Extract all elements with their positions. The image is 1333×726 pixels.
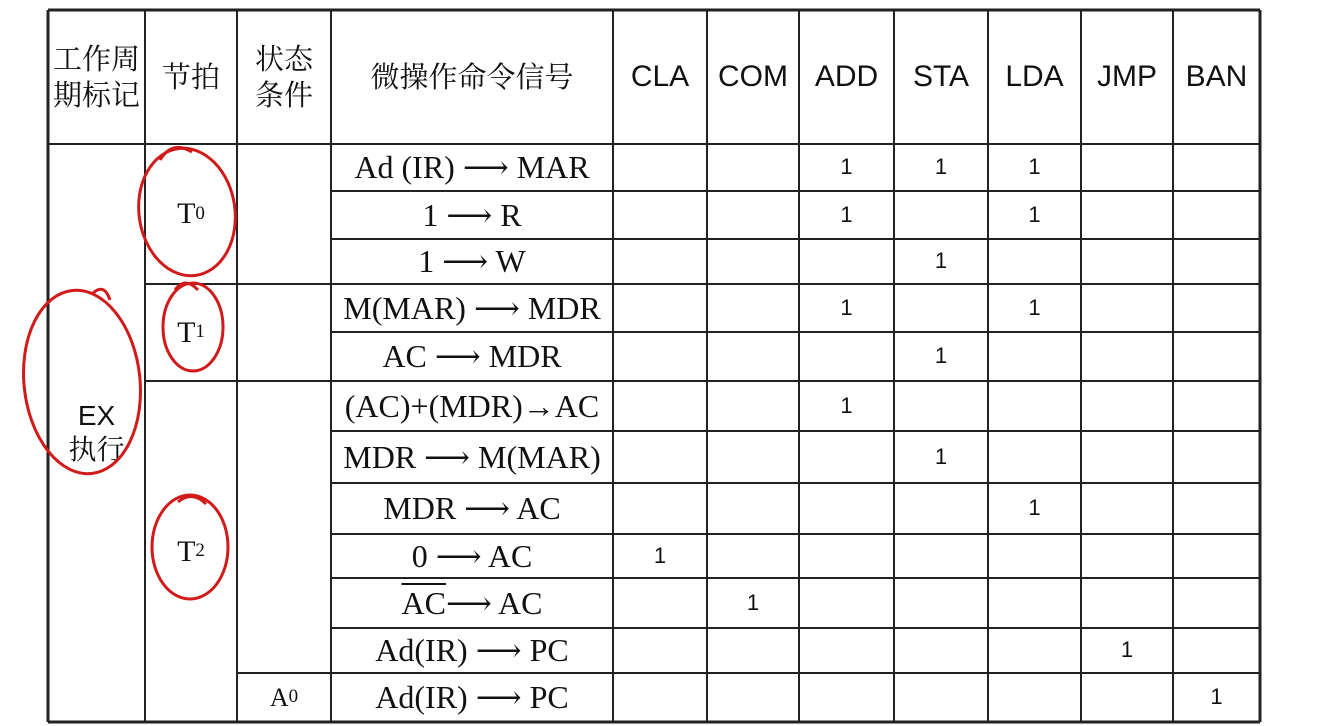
instruction-mark bbox=[613, 144, 707, 191]
phase-label bbox=[48, 144, 145, 722]
instruction-mark bbox=[613, 381, 707, 431]
instruction-mark bbox=[894, 284, 988, 332]
microop-text: Ad(IR) ⟶ PC bbox=[375, 679, 569, 716]
instruction-mark bbox=[988, 578, 1081, 628]
instruction-mark bbox=[988, 191, 1081, 239]
instruction-mark bbox=[1081, 534, 1173, 578]
instruction-mark bbox=[894, 431, 988, 483]
instruction-mark bbox=[613, 628, 707, 673]
instruction-mark bbox=[799, 381, 894, 431]
header-instruction-text: LDA bbox=[1005, 60, 1064, 93]
header-phase-text: 工作周期标记 bbox=[52, 41, 140, 112]
header-instruction-text: STA bbox=[912, 60, 970, 93]
beat-label bbox=[145, 284, 237, 381]
instruction-mark bbox=[894, 578, 988, 628]
microop-signal bbox=[331, 332, 613, 381]
instruction-mark bbox=[799, 483, 894, 534]
header-instruction-text: JMP bbox=[1097, 60, 1157, 93]
mark-value: 1 bbox=[746, 589, 760, 615]
instruction-mark bbox=[1081, 332, 1173, 381]
instruction-mark bbox=[613, 483, 707, 534]
instruction-mark bbox=[1173, 534, 1260, 578]
header-instruction bbox=[894, 10, 988, 144]
microop-signal bbox=[331, 239, 613, 284]
instruction-mark bbox=[988, 673, 1081, 722]
mark-value: 1 bbox=[1028, 495, 1041, 521]
mark-value: 1 bbox=[934, 154, 948, 180]
instruction-mark bbox=[1081, 483, 1173, 534]
microop-signal bbox=[331, 628, 613, 673]
header-phase-label bbox=[52, 10, 141, 144]
instruction-mark bbox=[1173, 239, 1260, 284]
instruction-mark bbox=[1081, 578, 1173, 628]
microop-text: AC ⟶ MDR bbox=[382, 338, 562, 375]
mark-value: 1 bbox=[653, 542, 667, 568]
header-instruction bbox=[613, 10, 707, 144]
instruction-mark bbox=[707, 191, 799, 239]
condition-subscript: 0 bbox=[288, 686, 299, 708]
header-instruction-text: COM bbox=[718, 60, 788, 93]
instruction-mark bbox=[799, 673, 894, 722]
instruction-mark bbox=[707, 628, 799, 673]
phase-code: EX bbox=[77, 400, 116, 432]
overline-operand: $\overline{AC}$ bbox=[401, 584, 446, 621]
mark-value: 1 bbox=[934, 343, 948, 369]
microop-text: Ad(IR) ⟶ PC bbox=[375, 632, 569, 669]
mark-value: 1 bbox=[1120, 637, 1134, 663]
microop-signal bbox=[331, 483, 613, 534]
instruction-mark bbox=[707, 284, 799, 332]
instruction-mark bbox=[1081, 144, 1173, 191]
microop-signal bbox=[331, 578, 613, 628]
instruction-mark bbox=[613, 578, 707, 628]
beat-label bbox=[145, 144, 237, 284]
header-instruction bbox=[707, 10, 799, 144]
instruction-mark bbox=[707, 381, 799, 431]
microop-signal bbox=[331, 431, 613, 483]
instruction-mark bbox=[988, 144, 1081, 191]
instruction-mark bbox=[1173, 578, 1260, 628]
instruction-mark bbox=[1081, 673, 1173, 722]
instruction-mark bbox=[799, 578, 894, 628]
beat-subscript: 0 bbox=[195, 202, 205, 224]
microop-text: M(MAR) ⟶ MDR bbox=[343, 289, 601, 326]
instruction-mark bbox=[799, 534, 894, 578]
instruction-mark bbox=[988, 239, 1081, 284]
phase-name: 执行 bbox=[68, 433, 125, 466]
microop-text: ⟶ AC bbox=[445, 584, 543, 621]
instruction-mark bbox=[1081, 381, 1173, 431]
header-beat-label bbox=[145, 10, 237, 144]
instruction-mark bbox=[988, 332, 1081, 381]
instruction-mark bbox=[613, 431, 707, 483]
instruction-mark bbox=[707, 534, 799, 578]
instruction-mark bbox=[613, 239, 707, 284]
microop-signal bbox=[331, 381, 613, 431]
instruction-mark bbox=[1173, 284, 1260, 332]
instruction-mark bbox=[988, 284, 1081, 332]
header-instruction-text: ADD bbox=[814, 60, 879, 93]
mark-value: 1 bbox=[1210, 684, 1223, 710]
beat-label bbox=[145, 381, 237, 722]
mark-value: 1 bbox=[840, 154, 853, 180]
mark-value: 1 bbox=[840, 294, 853, 320]
instruction-mark bbox=[988, 483, 1081, 534]
instruction-mark bbox=[707, 332, 799, 381]
instruction-mark bbox=[613, 332, 707, 381]
header-condition-label bbox=[247, 10, 321, 144]
header-signal-label bbox=[331, 10, 613, 144]
microop-text: Ad (IR) ⟶ MAR bbox=[354, 149, 590, 186]
microop-text: 0 ⟶ AC bbox=[411, 537, 533, 574]
instruction-mark bbox=[894, 381, 988, 431]
instruction-mark bbox=[707, 673, 799, 722]
instruction-mark bbox=[988, 628, 1081, 673]
instruction-mark bbox=[707, 239, 799, 284]
beat-base: T bbox=[177, 315, 196, 349]
instruction-mark bbox=[988, 381, 1081, 431]
beat-base: T bbox=[177, 197, 196, 230]
microop-signal bbox=[331, 673, 613, 722]
header-beat-text: 节拍 bbox=[161, 59, 220, 94]
instruction-mark bbox=[894, 191, 988, 239]
mark-value: 1 bbox=[1028, 294, 1041, 320]
header-instruction bbox=[1081, 10, 1173, 144]
instruction-mark bbox=[799, 144, 894, 191]
beat-base: T bbox=[177, 534, 196, 568]
header-instruction bbox=[1173, 10, 1260, 144]
microop-signal bbox=[331, 284, 613, 332]
mark-value: 1 bbox=[840, 201, 853, 227]
mark-value: 1 bbox=[934, 248, 948, 274]
header-instruction bbox=[988, 10, 1081, 144]
microop-text: 1 ⟶ W bbox=[418, 243, 526, 280]
header-signal-text: 微操作命令信号 bbox=[370, 59, 574, 94]
instruction-mark bbox=[894, 144, 988, 191]
header-instruction-text: CLA bbox=[630, 60, 690, 93]
instruction-mark bbox=[613, 284, 707, 332]
instruction-mark bbox=[799, 284, 894, 332]
instruction-mark bbox=[1081, 284, 1173, 332]
instruction-mark bbox=[1173, 144, 1260, 191]
microop-signal bbox=[331, 144, 613, 191]
instruction-mark bbox=[799, 628, 894, 673]
instruction-mark bbox=[1081, 191, 1173, 239]
condition-label bbox=[237, 673, 331, 722]
microop-signal bbox=[331, 191, 613, 239]
microop-text: 1 ⟶ R bbox=[422, 196, 522, 233]
instruction-mark bbox=[707, 578, 799, 628]
instruction-mark bbox=[894, 239, 988, 284]
instruction-mark bbox=[799, 431, 894, 483]
microop-signal bbox=[331, 534, 613, 578]
instruction-mark bbox=[799, 239, 894, 284]
microop-text: MDR ⟶ AC bbox=[383, 490, 561, 527]
instruction-mark bbox=[613, 673, 707, 722]
instruction-mark bbox=[988, 534, 1081, 578]
microop-text: (AC)+(MDR)→AC bbox=[344, 387, 600, 424]
instruction-mark bbox=[1173, 673, 1260, 722]
instruction-mark bbox=[1173, 483, 1260, 534]
instruction-mark bbox=[613, 534, 707, 578]
mark-value: 1 bbox=[1028, 154, 1041, 180]
mark-value: 1 bbox=[934, 443, 948, 469]
instruction-mark bbox=[707, 431, 799, 483]
instruction-mark bbox=[799, 191, 894, 239]
instruction-mark bbox=[1173, 191, 1260, 239]
phase-label-group bbox=[68, 399, 124, 466]
instruction-mark bbox=[894, 628, 988, 673]
instruction-mark bbox=[799, 332, 894, 381]
instruction-mark bbox=[707, 144, 799, 191]
beat-subscript: 2 bbox=[195, 540, 205, 562]
instruction-mark bbox=[988, 431, 1081, 483]
instruction-mark bbox=[1081, 431, 1173, 483]
condition-base: A bbox=[269, 682, 289, 712]
instruction-mark bbox=[707, 483, 799, 534]
instruction-mark bbox=[1173, 628, 1260, 673]
instruction-mark bbox=[894, 673, 988, 722]
instruction-mark bbox=[613, 191, 707, 239]
instruction-mark bbox=[1173, 332, 1260, 381]
instruction-mark bbox=[1173, 381, 1260, 431]
microop-text: MDR ⟶ M(MAR) bbox=[343, 438, 601, 475]
header-condition-text: 状态条件 bbox=[254, 41, 313, 112]
beat-subscript: 1 bbox=[195, 321, 205, 343]
mark-value: 1 bbox=[840, 392, 853, 418]
instruction-mark bbox=[894, 332, 988, 381]
instruction-mark bbox=[1173, 431, 1260, 483]
instruction-mark bbox=[1081, 239, 1173, 284]
instruction-mark bbox=[1081, 628, 1173, 673]
header-instruction-text: BAN bbox=[1185, 60, 1248, 93]
mark-value: 1 bbox=[1028, 201, 1041, 227]
instruction-mark bbox=[894, 534, 988, 578]
header-instruction bbox=[799, 10, 894, 144]
instruction-mark bbox=[894, 483, 988, 534]
